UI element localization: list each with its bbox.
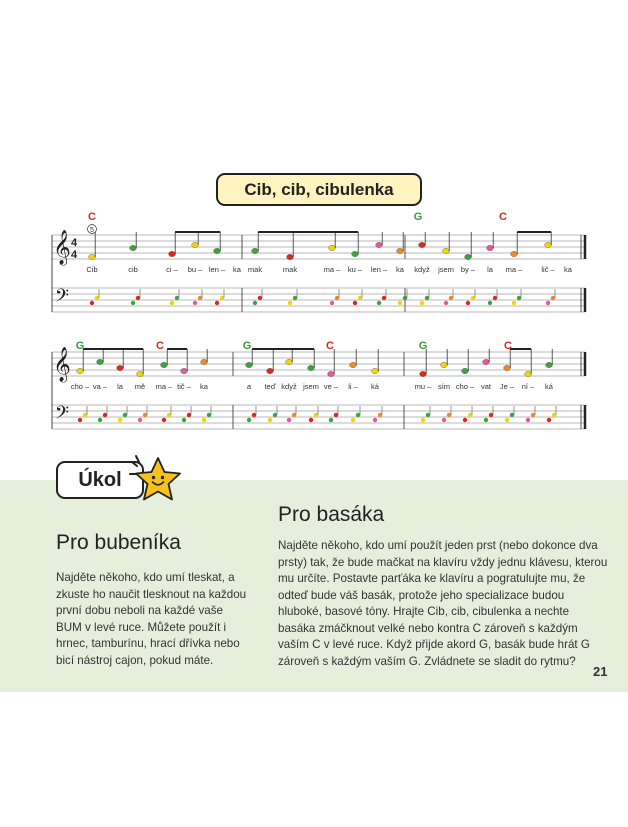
- lyric-syllable: cho –: [70, 382, 90, 391]
- bass-note: [207, 413, 211, 417]
- bass-note: [287, 418, 291, 422]
- chord-symbol: C: [326, 340, 334, 352]
- bass-note: [526, 418, 530, 422]
- bass-note: [444, 301, 448, 305]
- lyric-syllable: ká: [545, 382, 553, 391]
- bass-note: [258, 296, 262, 300]
- lyric-syllable: ní –: [521, 382, 535, 391]
- lyric-syllable: lič –: [541, 265, 555, 274]
- chord-symbol: G: [242, 340, 252, 352]
- chord-symbol: C: [504, 340, 512, 352]
- bass-note: [131, 301, 135, 305]
- bass-note: [517, 296, 521, 300]
- chord-symbol: C: [499, 211, 507, 223]
- lyric-syllable: mu –: [414, 382, 432, 391]
- bass-note: [425, 296, 429, 300]
- bass-note: [167, 413, 171, 417]
- bass-note: [466, 301, 470, 305]
- bass-note: [377, 301, 381, 305]
- bass-note: [220, 296, 224, 300]
- bass-note: [182, 418, 186, 422]
- lyric-syllable: li –: [348, 382, 358, 391]
- note-head: [181, 368, 188, 373]
- lyric-syllable: len –: [370, 265, 388, 274]
- lyric-syllable: jsem: [438, 265, 454, 274]
- bass-note: [335, 296, 339, 300]
- lyric-syllable: ka: [564, 265, 572, 274]
- lyric-syllable: ka: [396, 265, 404, 274]
- lyric-syllable: ma –: [505, 265, 523, 274]
- bass-note: [198, 296, 202, 300]
- bass-note: [512, 301, 516, 305]
- bass-note: [382, 296, 386, 300]
- chord-symbol: G: [75, 340, 85, 352]
- note-head: [308, 365, 315, 370]
- bass-note: [83, 413, 87, 417]
- lyric-syllable: když: [281, 382, 297, 391]
- bass-note: [378, 413, 382, 417]
- bass-note: [136, 296, 140, 300]
- bass-note: [551, 296, 555, 300]
- bassist-text: Najděte někoho, kdo umí použít jeden prst (nebo dokonce dva prsty) tak, že bude mačkat na klavíru vždy jednu klávesu, kterou mu určíte. Postavte parťáka ke klavíru a pogratulujte mu, že odteď bude váš basák, protože jeho specializace budou hluboké, basové tóny. Hrajte Cib, cib, cibulenka a nechte basáka zmáčknout velké nebo kontra C zároveň s každým vaším C v levé ruce. Když přijde akord G, basák bude hrát G zároveň s každým vaším G. Zvládnete se sladit do rytmu?: [278, 539, 608, 668]
- bass-note: [78, 418, 82, 422]
- lyric-syllable: mě: [134, 382, 146, 391]
- bass-note: [471, 296, 475, 300]
- lyric-syllable: len –: [208, 265, 226, 274]
- bass-note: [463, 418, 467, 422]
- note-head: [161, 362, 168, 367]
- lyric-syllable: cho –: [455, 382, 475, 391]
- note-head: [192, 242, 199, 247]
- note-head: [246, 362, 253, 367]
- lyric-syllable: cib: [128, 265, 138, 274]
- bass-note: [288, 301, 292, 305]
- bass-note: [292, 413, 296, 417]
- note-head: [252, 248, 259, 253]
- bass-note: [268, 418, 272, 422]
- bass-note: [398, 301, 402, 305]
- bass-note: [123, 413, 127, 417]
- lyric-syllable: ci –: [166, 265, 178, 274]
- lyric-syllable: ku –: [347, 265, 363, 274]
- lyric-syllable: ma –: [155, 382, 173, 391]
- bass-note: [447, 413, 451, 417]
- drummer-text: Najděte někoho, kdo umí tleskat, a zkuste ho naučit tlesknout na každou první dobu neboli na každé vaše BUM v levé ruce. Můžete použít i hrnec, tamburínu, hrací dřívka nebo bicí nástroj cajon, pokud máte.: [56, 571, 247, 667]
- bass-note: [103, 413, 107, 417]
- note-head: [511, 251, 518, 256]
- note-head: [287, 254, 294, 259]
- lyric-syllable: ká: [371, 382, 379, 391]
- lyric-syllable: teď: [264, 382, 276, 391]
- bass-note: [552, 413, 556, 417]
- bass-note: [546, 301, 550, 305]
- bass-note: [510, 413, 514, 417]
- bass-note: [442, 418, 446, 422]
- bass-note: [493, 296, 497, 300]
- lyric-syllable: když: [414, 265, 430, 274]
- bass-clef: 𝄢: [54, 402, 70, 427]
- bass-clef: 𝄢: [54, 285, 70, 310]
- bass-note: [273, 413, 277, 417]
- drummer-heading: Pro bubeníka: [56, 531, 181, 554]
- bass-note: [420, 301, 424, 305]
- lyric-syllable: by –: [460, 265, 476, 274]
- lyric-syllable: ma –: [323, 265, 341, 274]
- bass-note: [351, 418, 355, 422]
- time-signature-bottom: 4: [70, 249, 78, 261]
- bass-note: [309, 418, 313, 422]
- note-head: [350, 362, 357, 367]
- lyric-syllable: la: [487, 265, 493, 274]
- note-head: [504, 365, 511, 370]
- note-head: [441, 362, 448, 367]
- bass-note: [187, 413, 191, 417]
- note-head: [77, 368, 84, 373]
- note-head: [420, 371, 427, 376]
- note-head: [397, 248, 404, 253]
- bass-note: [118, 418, 122, 422]
- note-head: [487, 245, 494, 250]
- note-head: [462, 368, 469, 373]
- bass-note: [170, 301, 174, 305]
- bass-note: [373, 418, 377, 422]
- note-head: [137, 371, 144, 376]
- bass-note: [202, 418, 206, 422]
- bass-note: [358, 296, 362, 300]
- note-head: [329, 245, 336, 250]
- note-head: [545, 242, 552, 247]
- lyric-syllable: jsem: [303, 382, 319, 391]
- bass-note: [353, 301, 357, 305]
- note-head: [130, 245, 137, 250]
- note-head: [117, 365, 124, 370]
- bass-note: [193, 301, 197, 305]
- note-head: [483, 359, 490, 364]
- task-badge: Úkol: [56, 461, 144, 499]
- chord-symbol: C: [88, 211, 96, 223]
- lyric-syllable: va –: [92, 382, 108, 391]
- bass-note: [253, 301, 257, 305]
- bass-note: [449, 296, 453, 300]
- bass-note: [334, 413, 338, 417]
- treble-clef: 𝄞: [53, 348, 71, 381]
- bass-note: [426, 413, 430, 417]
- note-head: [286, 359, 293, 364]
- bass-note: [162, 418, 166, 422]
- lyric-syllable: mak: [282, 265, 298, 274]
- bass-note: [90, 301, 94, 305]
- bass-note: [252, 413, 256, 417]
- bass-note: [505, 418, 509, 422]
- lyric-syllable: a: [246, 382, 252, 391]
- song-title: Cib, cib, cibulenka: [216, 173, 422, 206]
- note-head: [443, 248, 450, 253]
- lyric-syllable: la: [117, 382, 123, 391]
- note-head: [419, 242, 426, 247]
- lyric-syllable: Cib: [86, 265, 98, 274]
- bass-note: [421, 418, 425, 422]
- bass-note: [488, 301, 492, 305]
- lyric-syllable: sím: [437, 382, 451, 391]
- note-head: [372, 368, 379, 373]
- note-head: [525, 371, 532, 376]
- note-head: [352, 251, 359, 256]
- lyric-syllable: tič –: [177, 382, 191, 391]
- note-head: [214, 248, 221, 253]
- bass-note: [143, 413, 147, 417]
- lyric-syllable: Je –: [499, 382, 515, 391]
- bass-note: [403, 296, 407, 300]
- bassist-heading: Pro basáka: [278, 503, 385, 526]
- chord-symbol: G: [413, 211, 423, 223]
- page-number: 21: [593, 664, 608, 679]
- bass-note: [356, 413, 360, 417]
- note-head: [465, 254, 472, 259]
- note-head: [546, 362, 553, 367]
- bass-note: [547, 418, 551, 422]
- bass-note: [314, 413, 318, 417]
- bass-note: [95, 296, 99, 300]
- bass-note: [175, 296, 179, 300]
- note-head: [169, 251, 176, 256]
- bass-note: [329, 418, 333, 422]
- note-head: [97, 359, 104, 364]
- bass-note: [138, 418, 142, 422]
- bass-note: [330, 301, 334, 305]
- bass-note: [247, 418, 251, 422]
- lyric-syllable: ka: [200, 382, 208, 391]
- lyric-syllable: mak: [247, 265, 263, 274]
- lyric-syllable: vat: [480, 382, 492, 391]
- note-head: [376, 242, 383, 247]
- bass-note: [215, 301, 219, 305]
- bass-note: [468, 413, 472, 417]
- note-head: [267, 368, 274, 373]
- note-head: [201, 359, 208, 364]
- chord-symbol: C: [156, 340, 164, 352]
- bass-note: [98, 418, 102, 422]
- bass-note: [489, 413, 493, 417]
- lyric-syllable: ka: [233, 265, 241, 274]
- bass-note: [293, 296, 297, 300]
- chord-symbol: G: [418, 340, 428, 352]
- bass-note: [484, 418, 488, 422]
- lyric-syllable: ve –: [323, 382, 339, 391]
- bass-note: [531, 413, 535, 417]
- time-signature-top: 4: [70, 237, 78, 249]
- treble-clef: 𝄞: [53, 231, 71, 264]
- finger-number: 5: [90, 227, 94, 234]
- star-icon: [126, 452, 186, 512]
- note-head: [89, 254, 96, 259]
- lyric-syllable: bu –: [187, 265, 203, 274]
- note-head: [328, 371, 335, 376]
